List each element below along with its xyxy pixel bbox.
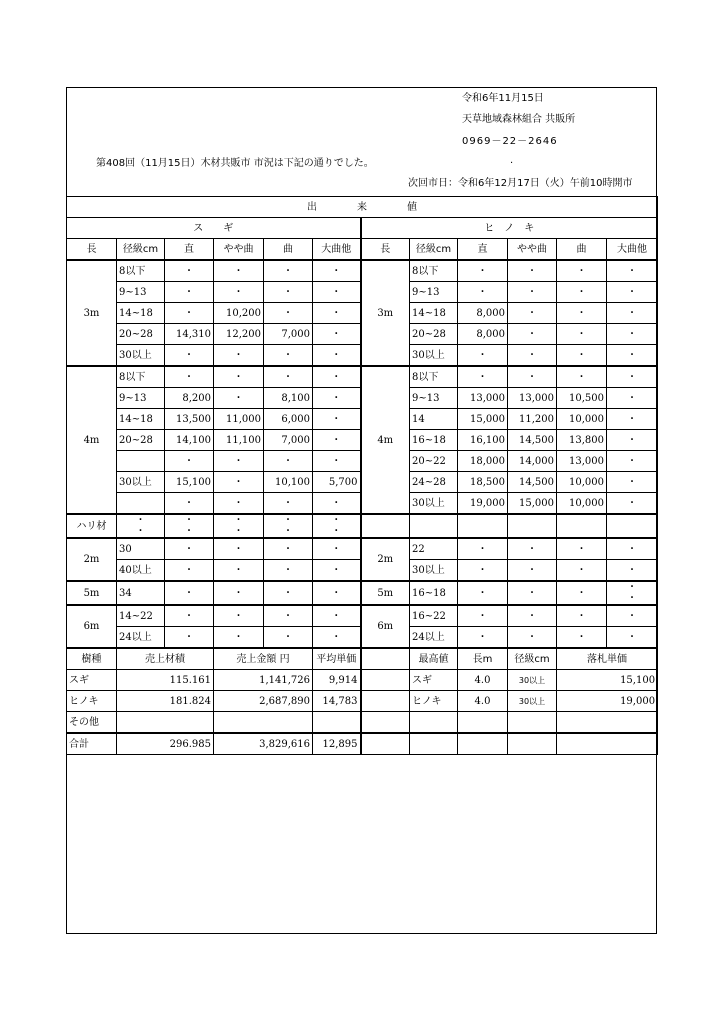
diameter-cell: 30以上: [410, 560, 458, 582]
price-cell: ・: [458, 282, 508, 303]
price-cell: ・: [508, 605, 557, 627]
table-row: [67, 691, 658, 712]
price-cell: ・: [165, 451, 214, 472]
diameter-cell: 24以上: [410, 627, 458, 649]
price-cell: ・: [313, 605, 361, 627]
price-cell: 12,200: [214, 324, 264, 345]
price-cell: ・: [264, 366, 313, 388]
next-market-date: 次回市日：令和6年12月17日（火）午前10時開市: [408, 178, 633, 189]
price-cell: 10,000: [557, 409, 607, 430]
table-row: [67, 733, 658, 755]
price-cell: ・: [607, 605, 658, 627]
diameter-cell: 8以下: [410, 366, 458, 388]
price-cell: ・: [165, 627, 214, 649]
table-row: [67, 218, 658, 239]
summary-header: 平均単価: [313, 648, 361, 670]
price-cell: 7,000: [264, 324, 313, 345]
summary-header: 径級cm: [508, 648, 557, 670]
price-cell: ・: [214, 451, 264, 472]
column-header: やや曲: [214, 239, 264, 261]
empty-cell: [361, 733, 410, 755]
price-cell: ・: [214, 581, 264, 605]
price-cell: ・: [214, 627, 264, 649]
price-cell: ・: [214, 605, 264, 627]
diameter-cell: 9~13: [117, 388, 165, 409]
table-row: [67, 670, 658, 691]
price-cell: ・: [313, 430, 361, 451]
price-cell: 5,700: [313, 472, 361, 493]
price-cell: ・: [607, 430, 658, 451]
species-sugi-header: ス ギ: [67, 218, 361, 239]
price-cell: ・: [165, 560, 214, 582]
stray-dot: .: [510, 155, 514, 166]
empty-cell: [410, 514, 458, 538]
summary-header: 落札単価: [557, 648, 658, 670]
price-cell: 8,200: [165, 388, 214, 409]
column-header: 直: [165, 239, 214, 261]
price-cell: 11,000: [214, 409, 264, 430]
length-label: 4m: [67, 366, 117, 514]
top-species: スギ: [410, 670, 458, 691]
diameter-cell: 9~13: [117, 282, 165, 303]
top-diameter: [508, 712, 557, 734]
price-cell: 19,000: [458, 493, 508, 515]
empty-cell: [361, 691, 410, 712]
price-cell: ・: [557, 345, 607, 367]
table-row: [67, 366, 658, 388]
price-cell: ・: [264, 260, 313, 282]
top-length: [458, 733, 508, 755]
top-price: 19,000: [557, 691, 658, 712]
length-label: 6m: [67, 605, 117, 648]
price-cell: ・ ・: [165, 514, 214, 538]
price-cell: 14,310: [165, 324, 214, 345]
price-cell: 10,500: [557, 388, 607, 409]
price-cell: 14,100: [165, 430, 214, 451]
price-cell: ・: [313, 493, 361, 515]
empty-cell: [508, 514, 557, 538]
price-cell: ・: [557, 605, 607, 627]
price-cell: ・: [557, 366, 607, 388]
price-cell: ・: [214, 493, 264, 515]
price-cell: ・: [557, 260, 607, 282]
diameter-cell: 34: [117, 581, 165, 605]
table-row: [67, 514, 658, 538]
price-cell: ・: [607, 493, 658, 515]
diameter-cell: 14~22: [117, 605, 165, 627]
summary-volume: [117, 712, 214, 734]
issue-date: 令和6年11月15日: [462, 93, 544, 104]
column-header: 長: [67, 239, 117, 261]
empty-cell: [361, 712, 410, 734]
price-cell: ・: [214, 388, 264, 409]
summary-header: 長m: [458, 648, 508, 670]
price-cell: 13,800: [557, 430, 607, 451]
price-cell: ・: [607, 560, 658, 582]
diameter-cell: 8以下: [117, 366, 165, 388]
diameter-cell: 14: [410, 409, 458, 430]
table-title: 出 来 値: [67, 197, 658, 218]
price-cell: ・: [214, 366, 264, 388]
price-cell: ・: [557, 303, 607, 324]
top-price: [557, 712, 658, 734]
top-species: [410, 733, 458, 755]
price-cell: ・: [165, 303, 214, 324]
price-cell: ・ ・: [214, 514, 264, 538]
price-cell: 10,200: [214, 303, 264, 324]
diameter-cell: 14~18: [117, 409, 165, 430]
market-summary-text: 第408回（11月15日）木材共販市 市況は下記の通りでした。: [96, 158, 374, 169]
top-diameter: 30以上: [508, 691, 557, 712]
diameter-cell: 14~18: [410, 303, 458, 324]
price-cell: 10,000: [557, 493, 607, 515]
diameter-cell: 40以上: [117, 560, 165, 582]
table-row: [67, 712, 658, 734]
diameter-cell: 8以下: [117, 260, 165, 282]
summary-average: 12,895: [313, 733, 361, 755]
summary-amount: 3,829,616: [214, 733, 313, 755]
price-cell: ・: [313, 409, 361, 430]
price-cell: ・: [458, 538, 508, 560]
price-cell: ・: [508, 366, 557, 388]
top-species: [410, 712, 458, 734]
summary-volume: 296.985: [117, 733, 214, 755]
column-header: 曲: [557, 239, 607, 261]
price-cell: ・: [508, 560, 557, 582]
price-cell: ・: [264, 451, 313, 472]
price-cell: 15,100: [165, 472, 214, 493]
top-price: 15,100: [557, 670, 658, 691]
price-cell: ・: [458, 366, 508, 388]
price-cell: ・: [508, 581, 557, 605]
price-cell: ・: [264, 581, 313, 605]
price-cell: 13,500: [165, 409, 214, 430]
diameter-cell: 30以上: [410, 493, 458, 515]
table-row: [67, 260, 658, 282]
price-cell: ・: [557, 324, 607, 345]
table-row: [67, 605, 658, 627]
price-cell: 18,000: [458, 451, 508, 472]
price-cell: ・: [508, 260, 557, 282]
price-cell: 14,500: [508, 472, 557, 493]
price-cell: ・: [264, 605, 313, 627]
diameter-cell: 16~18: [410, 430, 458, 451]
price-table: [66, 196, 658, 755]
price-cell: ・: [214, 472, 264, 493]
price-cell: ・: [313, 581, 361, 605]
price-cell: ・: [607, 303, 658, 324]
species-hinoki-header: ヒ ノ キ: [361, 218, 658, 239]
diameter-cell: 30以上: [410, 345, 458, 367]
table-row: [67, 581, 658, 605]
price-cell: ・: [508, 627, 557, 649]
price-cell: ・ ・: [607, 581, 658, 605]
summary-amount: 2,687,890: [214, 691, 313, 712]
summary-header: 樹種: [67, 648, 117, 670]
price-cell: ・: [214, 538, 264, 560]
diameter-cell: 16~22: [410, 605, 458, 627]
summary-species: その他: [67, 712, 117, 734]
table-row: [67, 239, 658, 261]
summary-average: 14,783: [313, 691, 361, 712]
price-cell: ・: [264, 282, 313, 303]
table-row: [67, 197, 658, 218]
price-cell: ・: [264, 560, 313, 582]
price-cell: ・: [214, 260, 264, 282]
price-cell: ・: [214, 560, 264, 582]
top-length: [458, 712, 508, 734]
price-cell: ・: [458, 605, 508, 627]
price-cell: ・: [264, 627, 313, 649]
empty-cell: [458, 514, 508, 538]
diameter-cell: 30以上: [117, 472, 165, 493]
price-cell: 18,500: [458, 472, 508, 493]
price-cell: ・: [214, 345, 264, 367]
price-cell: ・: [264, 345, 313, 367]
price-cell: ・: [264, 493, 313, 515]
price-cell: ・: [607, 260, 658, 282]
diameter-cell: 24以上: [117, 627, 165, 649]
length-label: 5m: [67, 581, 117, 605]
price-cell: ・: [313, 560, 361, 582]
price-cell: 8,100: [264, 388, 313, 409]
summary-species: スギ: [67, 670, 117, 691]
price-cell: 15,000: [508, 493, 557, 515]
price-cell: ・: [557, 282, 607, 303]
diameter-cell: 20~28: [117, 430, 165, 451]
price-cell: ・: [165, 260, 214, 282]
price-cell: ・: [508, 324, 557, 345]
summary-species: 合計: [67, 733, 117, 755]
diameter-cell: 14~18: [117, 303, 165, 324]
diameter-cell: 20~22: [410, 451, 458, 472]
empty-cell: [361, 514, 410, 538]
summary-volume: 181.824: [117, 691, 214, 712]
price-cell: ・: [264, 303, 313, 324]
length-label: 2m: [67, 538, 117, 581]
price-cell: 13,000: [458, 388, 508, 409]
summary-header: 売上金額 円: [214, 648, 313, 670]
price-cell: ・: [165, 605, 214, 627]
column-header: 長: [361, 239, 410, 261]
summary-amount: [214, 712, 313, 734]
price-cell: ・: [508, 282, 557, 303]
diameter-cell: 9~13: [410, 282, 458, 303]
phone-number: 0969－22－2646: [462, 136, 558, 147]
table-row: [67, 538, 658, 560]
price-cell: ・: [607, 409, 658, 430]
price-cell: ・: [607, 282, 658, 303]
summary-species: ヒノキ: [67, 691, 117, 712]
price-cell: 11,100: [214, 430, 264, 451]
length-label: 5m: [361, 581, 410, 605]
summary-amount: 1,141,726: [214, 670, 313, 691]
price-cell: ・: [607, 451, 658, 472]
column-header: 大曲他: [313, 239, 361, 261]
price-cell: ・: [607, 538, 658, 560]
price-cell: 14,000: [508, 451, 557, 472]
top-diameter: 30以上: [508, 670, 557, 691]
empty-cell: [361, 648, 410, 670]
empty-cell: [557, 514, 607, 538]
length-label: 4m: [361, 366, 410, 514]
diameter-cell: 16~18: [410, 581, 458, 605]
top-length: 4.0: [458, 691, 508, 712]
top-diameter: [508, 733, 557, 755]
diameter-cell: 30以上: [117, 345, 165, 367]
price-cell: ・: [165, 581, 214, 605]
column-header: やや曲: [508, 239, 557, 261]
price-cell: ・: [458, 345, 508, 367]
price-cell: 6,000: [264, 409, 313, 430]
length-label: 3m: [67, 260, 117, 366]
price-cell: ・: [607, 324, 658, 345]
price-cell: ・ ・: [264, 514, 313, 538]
price-cell: ・: [557, 560, 607, 582]
price-cell: ・: [607, 366, 658, 388]
top-length: 4.0: [458, 670, 508, 691]
length-label: ハリ材: [67, 514, 117, 538]
price-cell: ・: [313, 303, 361, 324]
price-cell: ・: [165, 493, 214, 515]
price-cell: ・: [557, 581, 607, 605]
diameter-cell: 20~28: [410, 324, 458, 345]
price-cell: ・: [313, 260, 361, 282]
price-cell: ・: [557, 627, 607, 649]
column-header: 直: [458, 239, 508, 261]
diameter-cell: 22: [410, 538, 458, 560]
column-header: 径級cm: [117, 239, 165, 261]
price-cell: ・: [508, 538, 557, 560]
price-cell: 8,000: [458, 324, 508, 345]
price-cell: 10,100: [264, 472, 313, 493]
price-cell: 7,000: [264, 430, 313, 451]
price-cell: ・: [165, 282, 214, 303]
price-cell: ・ ・: [313, 514, 361, 538]
empty-cell: [607, 514, 658, 538]
price-cell: ・: [214, 282, 264, 303]
price-cell: 10,000: [557, 472, 607, 493]
price-cell: ・: [165, 538, 214, 560]
price-cell: ・: [264, 538, 313, 560]
price-cell: ・: [607, 345, 658, 367]
price-cell: ・: [458, 260, 508, 282]
summary-header: 売上材積: [117, 648, 214, 670]
price-cell: ・: [607, 472, 658, 493]
price-cell: ・ ・: [117, 514, 165, 538]
price-cell: ・: [607, 388, 658, 409]
price-cell: 13,000: [557, 451, 607, 472]
organization-name: 天草地域森林組合 共販所: [462, 114, 576, 125]
price-cell: ・: [313, 538, 361, 560]
diameter-cell: 9~13: [410, 388, 458, 409]
summary-average: [313, 712, 361, 734]
price-cell: ・: [458, 627, 508, 649]
column-header: 大曲他: [607, 239, 658, 261]
diameter-cell: [117, 451, 165, 472]
price-cell: ・: [313, 345, 361, 367]
summary-header: 最高値: [410, 648, 458, 670]
price-cell: ・: [607, 627, 658, 649]
top-species: ヒノキ: [410, 691, 458, 712]
summary-volume: 115.161: [117, 670, 214, 691]
length-label: 2m: [361, 538, 410, 581]
diameter-cell: 24~28: [410, 472, 458, 493]
price-cell: 11,200: [508, 409, 557, 430]
summary-average: 9,914: [313, 670, 361, 691]
price-cell: ・: [313, 366, 361, 388]
top-price: [557, 733, 658, 755]
diameter-cell: 30: [117, 538, 165, 560]
diameter-cell: [117, 493, 165, 515]
column-header: 径級cm: [410, 239, 458, 261]
diameter-cell: 8以下: [410, 260, 458, 282]
price-cell: ・: [313, 324, 361, 345]
column-header: 曲: [264, 239, 313, 261]
price-cell: ・: [165, 366, 214, 388]
table-row: [67, 648, 658, 670]
price-cell: 14,500: [508, 430, 557, 451]
price-cell: 8,000: [458, 303, 508, 324]
price-cell: ・: [508, 345, 557, 367]
price-cell: ・: [313, 282, 361, 303]
diameter-cell: 20~28: [117, 324, 165, 345]
price-cell: 13,000: [508, 388, 557, 409]
price-cell: ・: [313, 627, 361, 649]
price-cell: 16,100: [458, 430, 508, 451]
price-cell: ・: [313, 451, 361, 472]
price-cell: 15,000: [458, 409, 508, 430]
empty-cell: [361, 670, 410, 691]
price-cell: ・: [165, 345, 214, 367]
length-label: 3m: [361, 260, 410, 366]
length-label: 6m: [361, 605, 410, 648]
price-cell: ・: [557, 538, 607, 560]
price-cell: ・: [508, 303, 557, 324]
price-cell: ・: [313, 388, 361, 409]
price-cell: ・: [458, 581, 508, 605]
price-cell: ・: [458, 560, 508, 582]
